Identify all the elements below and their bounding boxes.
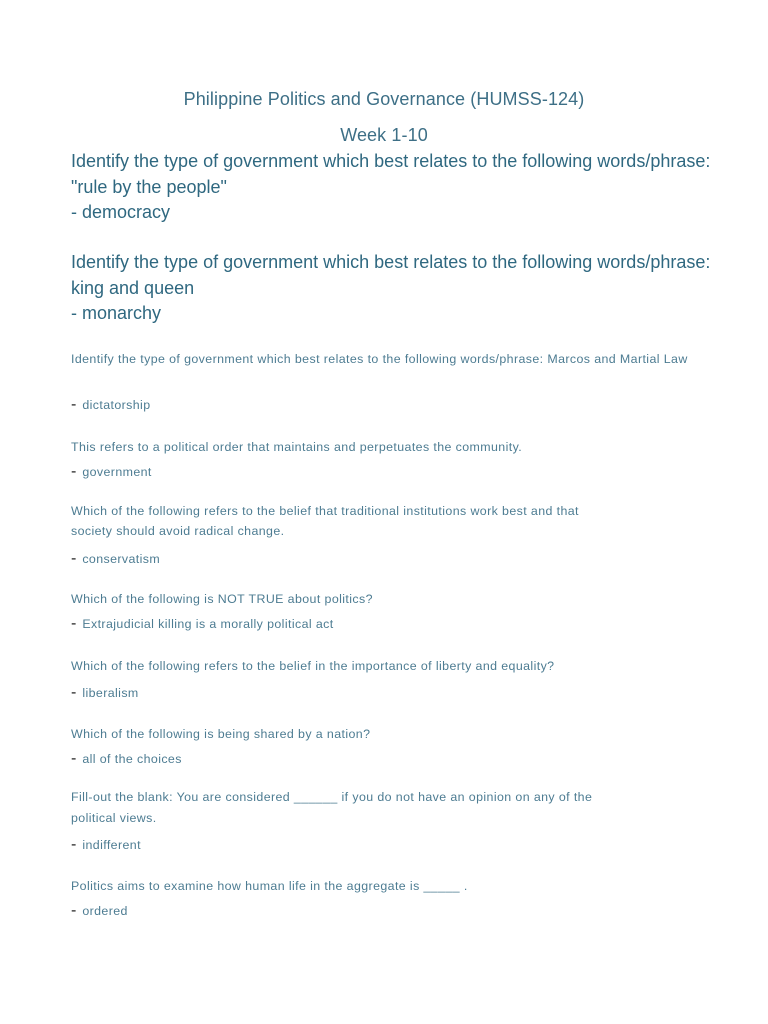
answer-2: - monarchy	[71, 303, 162, 323]
answer-text: Extrajudicial killing is a morally political act	[82, 617, 334, 631]
answer-8	[71, 750, 182, 768]
document-subtitle: Week 1-10	[340, 125, 428, 145]
answer-9	[71, 836, 141, 854]
answer-text: liberalism	[82, 686, 139, 700]
question-2: Identify the type of government which best relates to the following words/phrase: king and queen	[71, 252, 711, 298]
question-7: Which of the following refers to the belief in the importance of liberty and equality?	[71, 659, 555, 673]
question-6: Which of the following is NOT TRUE about politics?	[71, 592, 373, 606]
question-1: Identify the type of government which best relates to the following words/phrase: "rule by the people"	[71, 151, 711, 197]
answer-text: conservatism	[82, 552, 161, 566]
answer-text: all of the choices	[82, 752, 182, 766]
answer-4	[71, 463, 152, 481]
answer-7	[71, 684, 139, 702]
answer-text: government	[82, 465, 152, 479]
document-title: Philippine Politics and Governance (HUMSS-124)	[183, 89, 585, 109]
answer-text: ordered	[82, 904, 128, 918]
question-9-line-2: political views.	[71, 811, 157, 825]
answer-dash: -	[71, 396, 77, 413]
answer-5	[71, 550, 160, 568]
answer-dash: -	[71, 684, 77, 701]
question-5-line-1: Which of the following refers to the belief that traditional institutions work best and that	[71, 504, 579, 518]
answer-3	[71, 396, 151, 414]
answer-dash: -	[71, 550, 77, 567]
answer-text: dictatorship	[82, 398, 151, 412]
question-9-line-1: Fill-out the blank: You are considered ______ if you do not have an opinion on any of the	[71, 790, 593, 804]
answer-10	[71, 902, 128, 920]
answer-1: - democracy	[71, 202, 171, 222]
question-10: Politics aims to examine how human life in the aggregate is _____ .	[71, 879, 468, 893]
answer-dash: -	[71, 615, 77, 632]
question-5-line-2: society should avoid radical change.	[71, 524, 285, 538]
question-4: This refers to a political order that maintains and perpetuates the community.	[71, 440, 523, 454]
answer-text: indifferent	[82, 838, 141, 852]
question-3: Identify the type of government which best relates to the following words/phrase: Marcos and Martial Law	[71, 352, 688, 366]
answer-dash: -	[71, 750, 77, 767]
answer-dash: -	[71, 463, 77, 480]
question-8: Which of the following is being shared by a nation?	[71, 727, 371, 741]
answer-dash: -	[71, 902, 77, 919]
answer-dash: -	[71, 836, 77, 853]
answer-6	[71, 615, 334, 633]
